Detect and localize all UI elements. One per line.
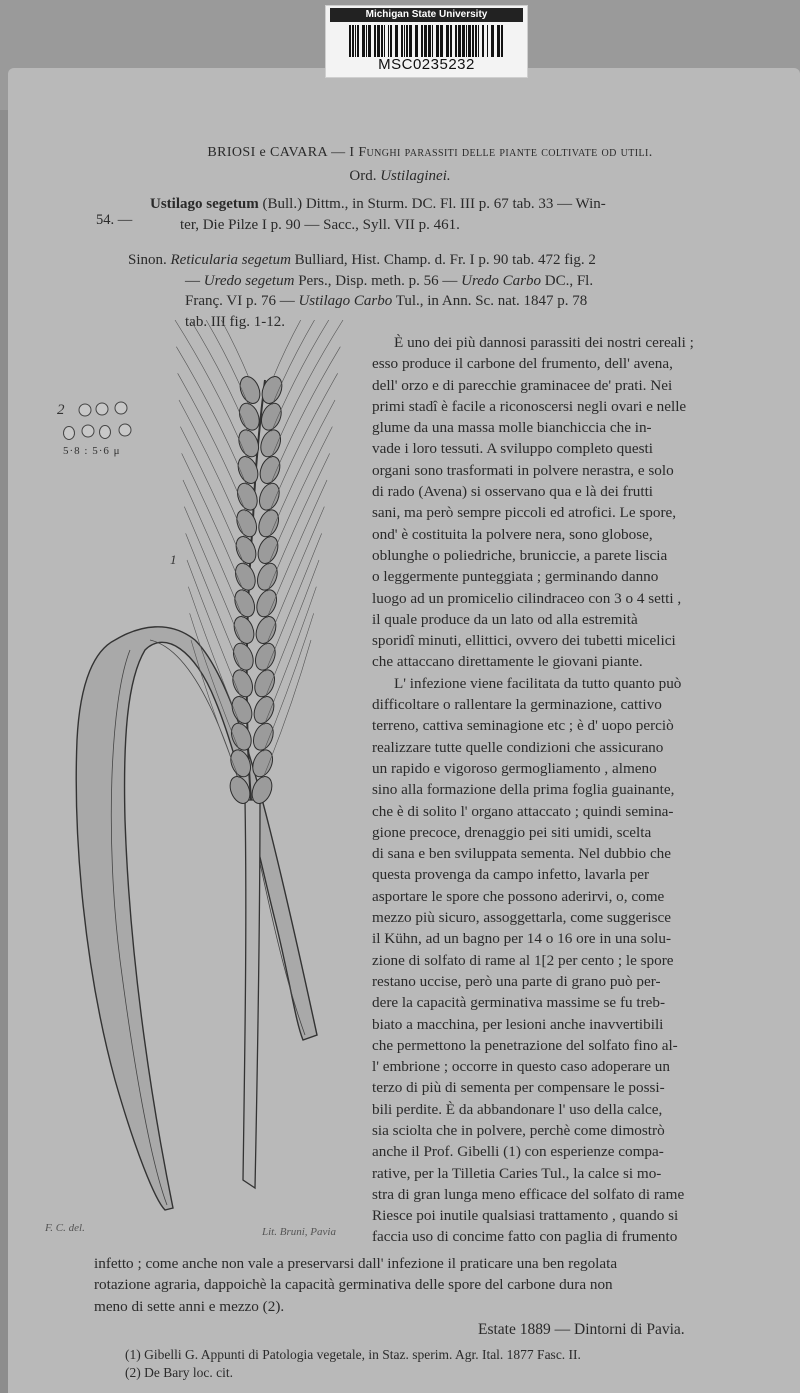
body-text-line: sia sciolta che in polvere, perchè come dimostrò xyxy=(372,1121,665,1139)
body-text-line: infetto ; come anche non vale a preservarsi dall' infezione il praticare una ben regolata xyxy=(94,1255,618,1272)
footnote-1: (1) Gibelli G. Appunti di Patologia vegetale, in Staz. sperim. Agr. Ital. 1877 Fasc. II. xyxy=(125,1347,581,1362)
synonym-citation: DC., Fl. xyxy=(540,272,594,289)
synonym-name: Reticularia segetum xyxy=(170,252,291,268)
order-prefix: Ord. xyxy=(349,168,377,184)
page-header xyxy=(0,145,800,161)
body-text-line: sporidî minuti, ellittici, ovvero dei tubetti micelici xyxy=(372,632,676,650)
body-text-line: zione di solfato di rame al 1[2 per cento ; le spore xyxy=(372,951,674,969)
species-line-1 xyxy=(150,196,606,213)
body-text-line: rotazione agraria, dappoichè la capacità germinativa delle spore del carbone dura non xyxy=(94,1276,613,1294)
body-text-line: restano uccise, però una parte di grano può per- xyxy=(372,972,661,990)
species-number: 54. — xyxy=(96,212,133,228)
body-text-line: asportare le spore che possono aderirvi, o, come xyxy=(372,887,665,905)
lithographer-credit: Lit. Bruni, Pavia xyxy=(262,1226,336,1238)
body-text-line: rative, per la Tilletia Caries Tul., la calce si mo- xyxy=(372,1164,662,1182)
synonym-citation: Franç. VI p. 76 — xyxy=(185,293,299,309)
header-series-title: I Funghi parassiti delle piante coltivate od utili. xyxy=(349,145,653,160)
synonym-name: Uredo segetum xyxy=(203,272,295,289)
synonyms-label: Sinon. xyxy=(128,252,167,268)
body-text-line: È uno dei più dannosi parassiti dei nostri cereali ; xyxy=(394,334,694,351)
body-text-line: difficoltare o rallentare la germinazione, cattivo xyxy=(372,696,662,714)
barcode-bars xyxy=(347,25,507,57)
body-text-line: terreno, cattiva seminagione etc ; è d' uopo perciò xyxy=(372,717,674,735)
body-text-line: L' infezione viene facilitata da tutto quanto può xyxy=(394,674,682,692)
body-text-line: che attaccano direttamente le giovani piante. xyxy=(372,653,643,671)
order-name: Ustilaginei. xyxy=(380,168,451,184)
synonym-name: Uredo Carbo xyxy=(461,272,541,289)
body-text-line: un rapido e vigoroso germogliamento , almeno xyxy=(372,759,657,777)
body-text-line: mezzo più sicuro, assoggettarla, come suggerisce xyxy=(372,909,672,927)
body-text-line: faccia uso di concime fatto con paglia di frumento xyxy=(372,1228,678,1246)
body-text-line: il quale produce da un lato od alla estremità xyxy=(372,610,638,628)
synonyms-line-1 xyxy=(128,250,596,271)
figure-1-label: 1 xyxy=(170,552,177,567)
synonym-dash: — xyxy=(185,272,204,289)
body-text-line: vade i loro tessuti. A sviluppo completo questi xyxy=(372,440,653,458)
footnote-2: (2) De Bary loc. cit. xyxy=(125,1365,233,1380)
spores-figure xyxy=(55,398,145,468)
figure-2-label: 2 xyxy=(57,402,65,418)
spore-size-scale: 5·8 : 5·6 μ xyxy=(63,445,121,457)
body-text-line: meno di sette anni e mezzo (2). xyxy=(94,1297,285,1315)
synonyms-line-2 xyxy=(128,271,596,292)
body-text-line: glume da una massa molle bianchiccia che in- xyxy=(372,419,652,437)
body-text-line: ond' è costituita la polvere nera, sono globose, xyxy=(372,525,653,543)
artist-credit: F. C. del. xyxy=(45,1222,85,1234)
species-name: Ustilago segetum xyxy=(150,196,259,212)
species-line-2: ter, Die Pilze I p. 90 — Sacc., Syll. VII p. 461. xyxy=(180,217,460,233)
barcode-id: MSC0235232 xyxy=(378,56,475,73)
synonyms-line-3 xyxy=(128,291,596,312)
header-authors: BRIOSI e CAVARA — xyxy=(207,145,346,160)
body-text-line: Riesce poi inutile qualsiasi trattamento , quando si xyxy=(372,1207,679,1225)
synonym-citation: Bulliard, Hist. Champ. d. Fr. I p. 90 tab. 472 fig. 2 xyxy=(290,252,596,268)
body-text-line: anche il Prof. Gibelli (1) con esperienze compa- xyxy=(372,1143,664,1161)
body-text-line: che è di solito l' organo attaccato ; quindi semina- xyxy=(372,802,674,820)
body-text-line: dell' orzo e di parecchie graminacee de' prati. Nei xyxy=(372,376,673,394)
body-text-line: realizzare tutte quelle condizioni che assicurano xyxy=(372,738,664,756)
body-text-line: oblunghe o poliedriche, bruniccie, a parete liscia xyxy=(372,546,668,564)
body-text-line: gione precoce, drenaggio pei siti umidi, scelta xyxy=(372,823,652,841)
body-text-line: sani, ma però sempre piccoli ed atrofici. Le spore, xyxy=(372,504,677,522)
body-text-line: di rado (Avena) si osservano qua e là dei frutti xyxy=(372,483,654,501)
body-text-line: di sana e ben sviluppata sementa. Nel dubbio che xyxy=(372,845,672,863)
body-text-line: esso produce il carbone del frumento, dell' avena, xyxy=(372,355,673,373)
body-text-line: stra di gran lunga meno efficace del solfato di rame xyxy=(372,1185,685,1203)
synonyms-line-4: tab. III fig. 1-12. xyxy=(185,313,285,330)
species-citation: (Bull.) Dittm., in Sturm. DC. Fl. III p. 67 tab. 33 — Win- xyxy=(258,196,606,212)
synonym-citation: Tul., in Ann. Sc. nat. 1847 p. 78 xyxy=(392,293,588,309)
body-text-line: biato a macchina, per lesioni anche inavvertibili xyxy=(372,1015,664,1033)
body-text-line: sino alla formazione della prima foglia guainante, xyxy=(372,781,675,799)
body-text-line: l' embrione ; occorre in questo caso adoperare un xyxy=(372,1058,670,1076)
spores-drawing xyxy=(55,398,145,448)
body-text-line: il Kühn, ad un bagno per 14 o 16 ore in una solu- xyxy=(372,930,672,948)
body-text-line: che permettono la penetrazione del solfato fino al- xyxy=(372,1036,678,1054)
description-continuation xyxy=(94,1253,774,1317)
body-text-line: bili perdite. È da abbandonare l' uso della calce, xyxy=(372,1100,663,1118)
footnotes xyxy=(125,1346,581,1382)
body-text-line: o leggermente punteggiata ; germinando danno xyxy=(372,568,659,586)
collection-locality: Estate 1889 — Dintorni di Pavia. xyxy=(478,1321,685,1338)
barcode-institution: Michigan State University xyxy=(330,8,523,22)
body-text-line: dere la capacità germinativa massime se fu treb- xyxy=(372,994,666,1012)
description-column xyxy=(372,332,772,1248)
synonym-citation: Pers., Disp. meth. p. 56 — xyxy=(294,272,462,289)
body-text-line: terzo di più di sementa per compensare le possi- xyxy=(372,1079,665,1097)
body-text-line: questa provenga da campo infetto, lavarla per xyxy=(372,866,650,884)
barcode-label xyxy=(325,5,528,78)
synonym-name: Ustilago Carbo xyxy=(298,293,393,309)
body-text-line: primi stadî è facile a riconoscersi negli ovari e nelle xyxy=(372,397,687,415)
body-text-line: luogo ad un promicelio cilindraceo con 3 o 4 setti , xyxy=(372,589,682,607)
order-line xyxy=(0,168,800,185)
body-text-line: organi sono trasformati in polvere nerastra, e solo xyxy=(372,461,674,479)
